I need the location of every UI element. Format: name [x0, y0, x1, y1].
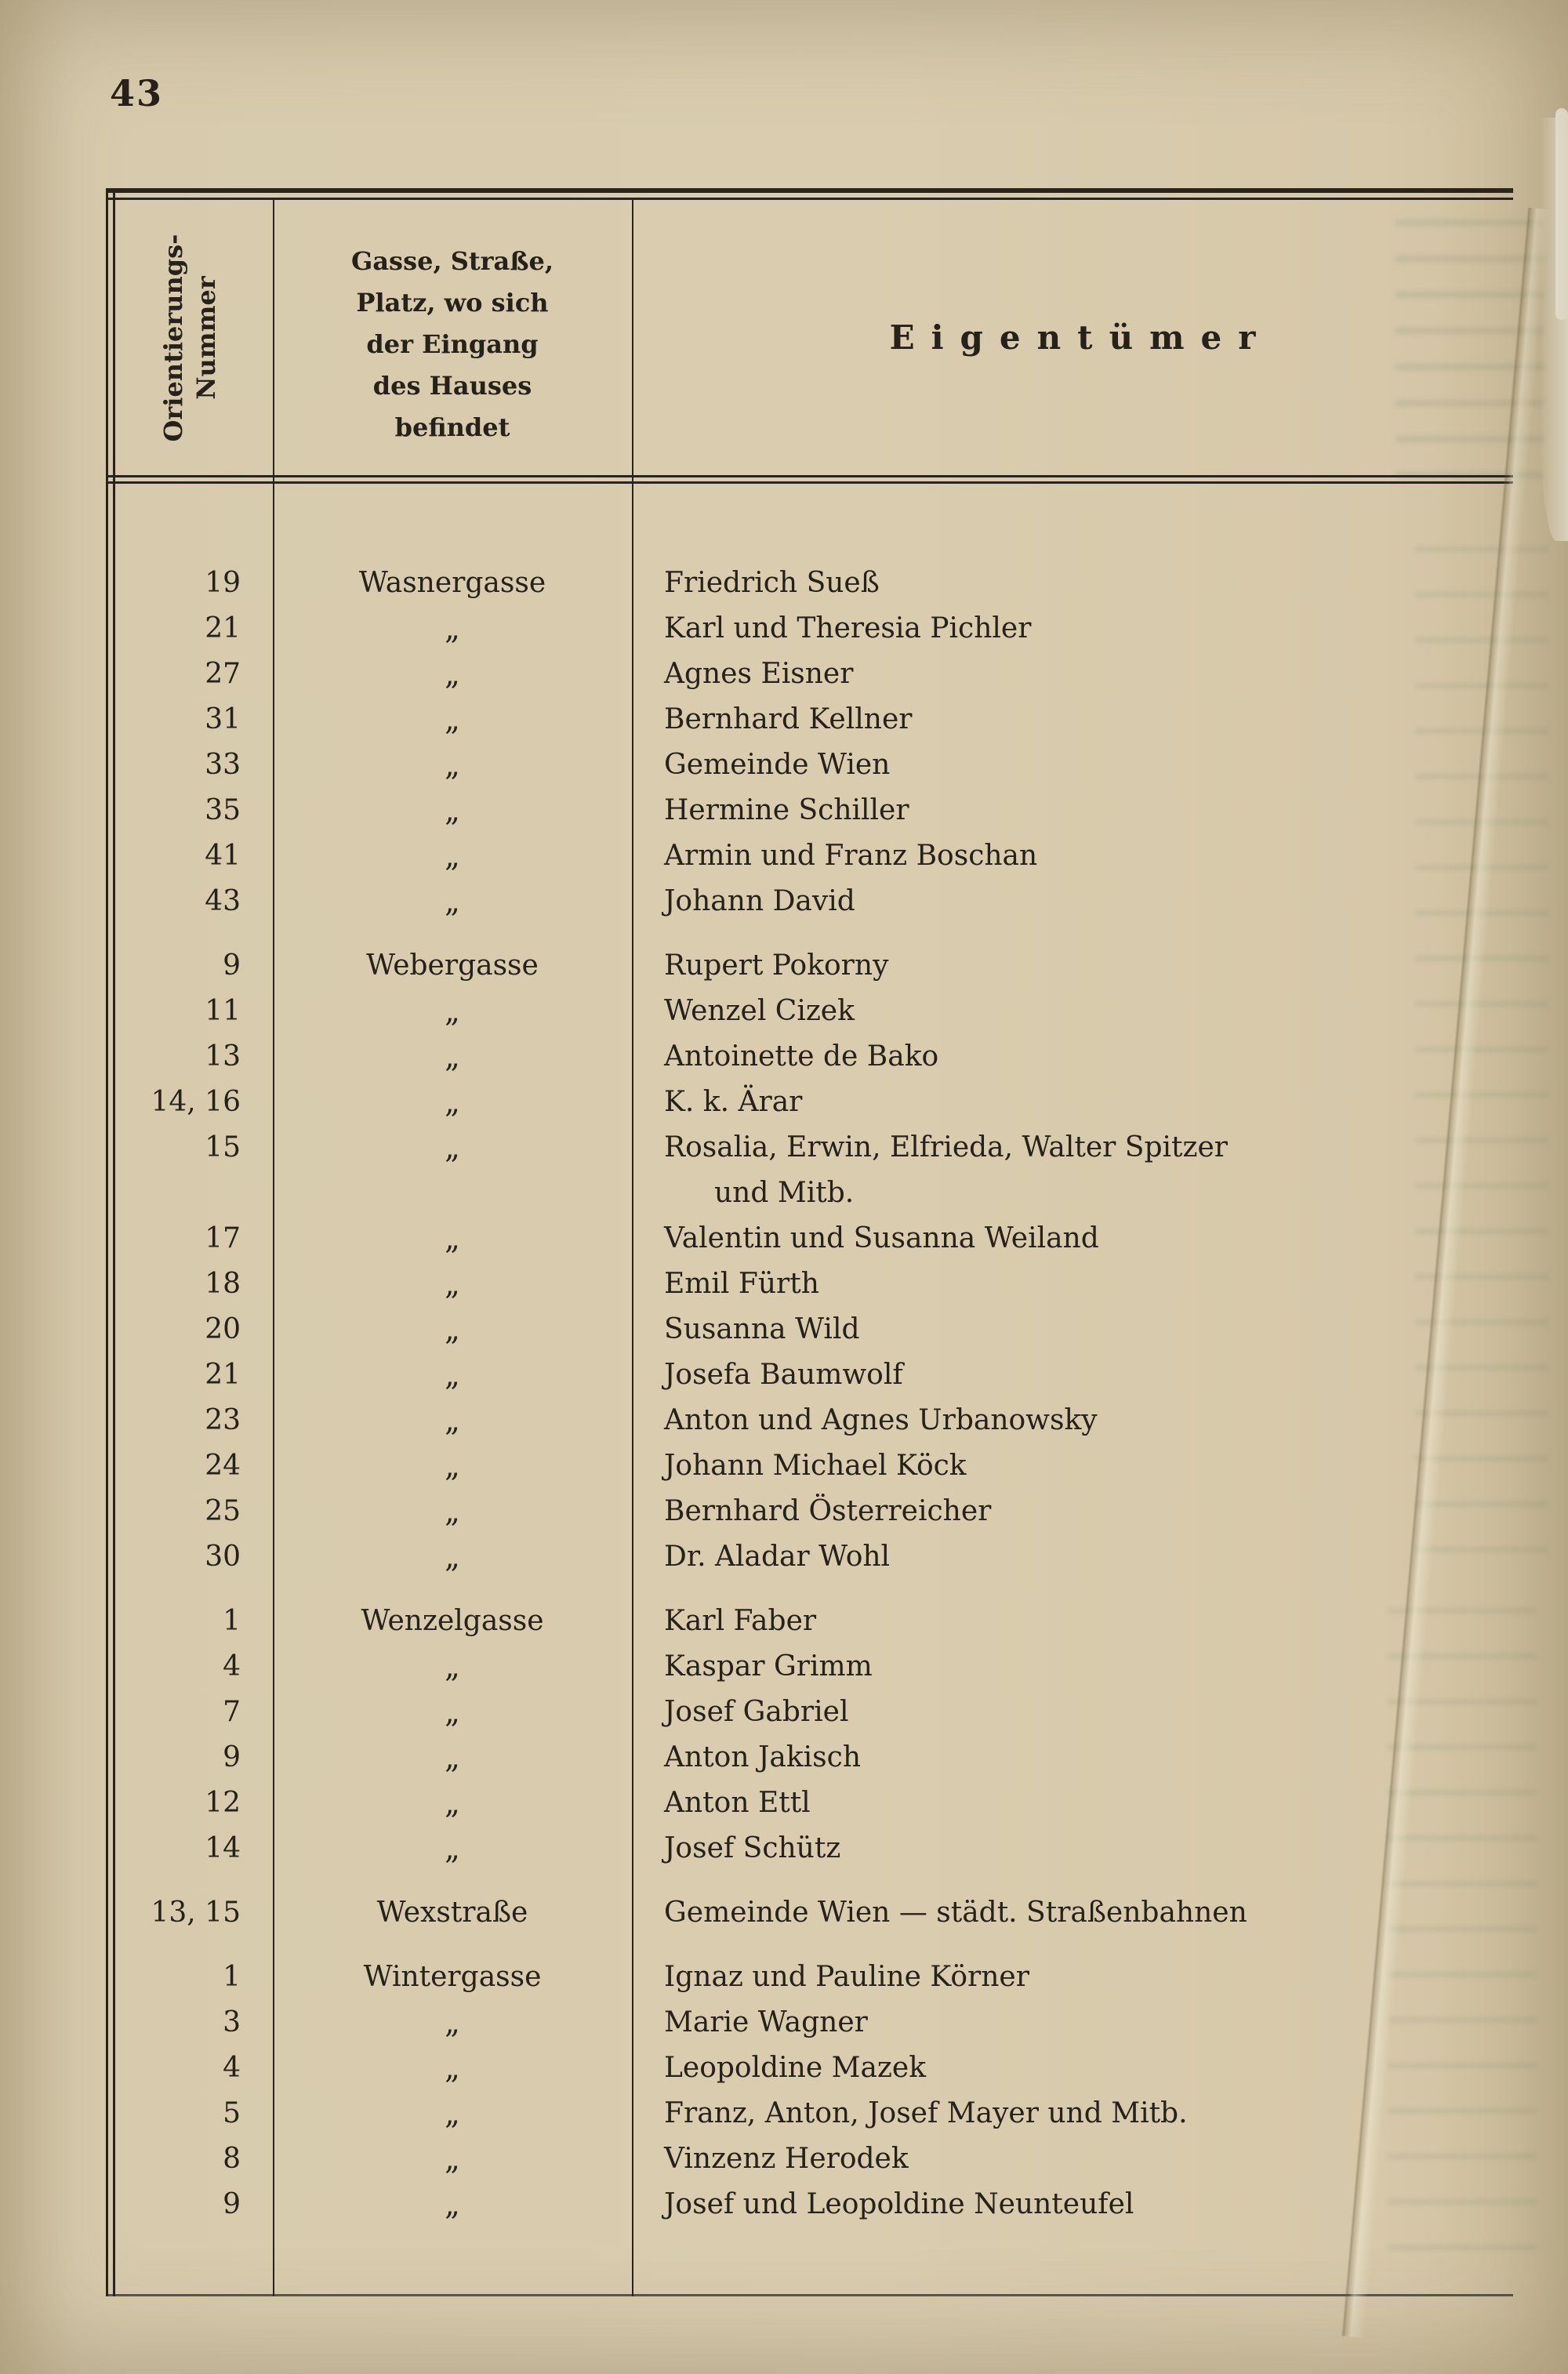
orientation-number: 17	[205, 1222, 241, 1254]
owner-name: Josef Schütz	[664, 1832, 841, 1864]
orientation-number: 19	[205, 567, 241, 599]
owner-name: Wenzel Cizek	[664, 995, 855, 1027]
owner-name: Antoinette de Bako	[664, 1040, 939, 1073]
table-body	[106, 484, 1513, 2227]
orientation-number: 27	[205, 658, 241, 690]
table-row	[106, 1080, 1513, 1125]
orientation-number: 24	[205, 1450, 241, 1482]
orientation-number: 21	[205, 1359, 241, 1391]
orientation-number: 1	[223, 1605, 241, 1637]
owner-name: K. k. Ärar	[664, 1086, 803, 1118]
owner-cell	[664, 1826, 1513, 1871]
orientation-number: 9	[223, 1741, 241, 1773]
header-owner-cell	[632, 200, 1513, 475]
table-row	[106, 1125, 1513, 1216]
owner-name: Friedrich Sueß	[664, 567, 880, 599]
ditto-mark: „	[445, 1403, 460, 1438]
owner-cell	[664, 879, 1513, 924]
owner-cell	[664, 1781, 1513, 1826]
orientation-number: 14	[205, 1832, 241, 1864]
owner-cell	[664, 1261, 1513, 1307]
owner-name: Gemeinde Wien	[664, 749, 891, 781]
header-line: Platz, wo sich	[356, 288, 549, 318]
table-top-border-line	[106, 188, 1513, 193]
owner-name: Anton Jakisch	[664, 1741, 861, 1773]
orientation-number: 23	[205, 1404, 241, 1436]
table-row	[106, 1826, 1513, 1871]
street-name: Webergasse	[366, 949, 539, 982]
owner-name: Anton Ettl	[664, 1787, 811, 1819]
orientation-number: 3	[223, 2006, 241, 2038]
owner-name: Armin und Franz Boschan	[664, 840, 1038, 872]
header-line: Nummer	[191, 275, 221, 400]
orientation-number: 4	[223, 2052, 241, 2084]
table-row	[106, 1398, 1513, 1443]
table-row	[106, 1307, 1513, 1352]
ditto-mark: „	[445, 793, 460, 828]
table-row	[106, 879, 1513, 924]
owner-cell	[664, 788, 1513, 833]
header-line: Gasse, Straße,	[350, 246, 554, 276]
owner-cell	[664, 2045, 1513, 2091]
header-line: Orientierungs-	[158, 234, 188, 441]
ditto-mark: „	[445, 748, 460, 782]
ditto-mark: „	[445, 1831, 460, 1866]
owner-cell	[664, 833, 1513, 879]
owner-cell	[664, 1735, 1513, 1781]
orientation-number: 9	[223, 2188, 241, 2220]
header-line: der Eingang	[366, 329, 539, 359]
owner-cell	[664, 1125, 1513, 1216]
ditto-mark: „	[445, 2187, 460, 2222]
table-row	[106, 697, 1513, 742]
orientation-number: 7	[223, 1696, 241, 1728]
table-row	[106, 1261, 1513, 1307]
ditto-mark: „	[445, 2051, 460, 2085]
owner-cell	[664, 1890, 1513, 1936]
orientation-number: 9	[223, 949, 241, 982]
owner-name: Leopoldine Mazek	[664, 2052, 927, 2084]
owner-cell	[664, 1599, 1513, 1644]
ditto-mark: „	[445, 1131, 460, 1165]
ditto-mark: „	[445, 1312, 460, 1347]
page-edge-highlight-artifact	[1555, 108, 1568, 320]
owner-name: Rosalia, Erwin, Elfrieda, Walter Spitzer	[664, 1131, 1228, 1163]
orientation-number: 1	[223, 1961, 241, 1993]
table-row	[106, 742, 1513, 788]
table-row	[106, 561, 1513, 606]
owner-cell	[664, 1398, 1513, 1443]
ditto-mark: „	[445, 1267, 460, 1301]
owner-name: Josefa Baumwolf	[664, 1359, 903, 1391]
table-row	[106, 1216, 1513, 1261]
ditto-mark: „	[445, 702, 460, 737]
orientation-number: 30	[205, 1541, 241, 1573]
owner-name: Agnes Eisner	[664, 658, 854, 690]
orientation-number: 35	[205, 794, 241, 826]
owner-cell	[664, 652, 1513, 697]
ditto-mark: „	[445, 1221, 460, 1256]
street-name: Wasnergasse	[358, 567, 546, 599]
owner-name: Josef Gabriel	[664, 1696, 849, 1728]
orientation-number: 4	[223, 1650, 241, 1682]
street-name: Wenzelgasse	[361, 1605, 544, 1637]
header-street-cell	[273, 200, 632, 475]
table-row	[106, 1955, 1513, 2000]
owner-name: Anton und Agnes Urbanowsky	[664, 1404, 1098, 1436]
table-row	[106, 1690, 1513, 1735]
table-row	[106, 1781, 1513, 1826]
owner-cell	[664, 2000, 1513, 2045]
owner-cell	[664, 697, 1513, 742]
owner-cell	[664, 1489, 1513, 1534]
ditto-mark: „	[445, 1085, 460, 1120]
orientation-number: 13	[205, 1040, 241, 1073]
street-name: Wintergasse	[363, 1961, 542, 1993]
owner-cell	[664, 1443, 1513, 1489]
owner-name: Josef und Leopoldine Neunteufel	[664, 2188, 1134, 2220]
table-row	[106, 2182, 1513, 2227]
table-row	[106, 1489, 1513, 1534]
owner-cell	[664, 1690, 1513, 1735]
table-row	[106, 788, 1513, 833]
table-row	[106, 1890, 1513, 1936]
table-row	[106, 606, 1513, 652]
orientation-number: 11	[205, 995, 241, 1027]
orientation-number: 14, 16	[151, 1086, 241, 1118]
header-owner-label: Eigentümer	[889, 318, 1272, 357]
owner-name: Hermine Schiller	[664, 794, 909, 826]
table-row	[106, 833, 1513, 879]
owner-name: Dr. Aladar Wohl	[664, 1541, 891, 1573]
header-line: befindet	[394, 412, 510, 442]
owner-name: Karl Faber	[664, 1605, 817, 1637]
owner-cell	[664, 1034, 1513, 1080]
orientation-number: 41	[205, 840, 241, 872]
orientation-number: 25	[205, 1495, 241, 1527]
orientation-number: 12	[205, 1787, 241, 1819]
table-row	[106, 1443, 1513, 1489]
table-row	[106, 943, 1513, 989]
owner-cell	[664, 742, 1513, 788]
orientation-number: 15	[205, 1131, 241, 1163]
page-number: 43	[110, 72, 164, 114]
orientation-number: 43	[205, 885, 241, 917]
orientation-number: 8	[223, 2143, 241, 2175]
orientation-number: 13, 15	[151, 1897, 241, 1929]
table-row	[106, 2136, 1513, 2182]
table-header	[106, 200, 1513, 475]
owner-name: Karl und Theresia Pichler	[664, 612, 1032, 644]
ditto-mark: „	[445, 612, 460, 646]
owner-name: Emil Fürth	[664, 1268, 819, 1300]
ditto-mark: „	[445, 1540, 460, 1574]
table-row	[106, 1644, 1513, 1690]
table-row	[106, 1534, 1513, 1580]
ditto-mark: „	[445, 1786, 460, 1820]
header-separator-line	[106, 475, 1513, 477]
orientation-number: 33	[205, 749, 241, 781]
table-row	[106, 1735, 1513, 1781]
owner-cell	[664, 1534, 1513, 1580]
orientation-number: 31	[205, 703, 241, 735]
ditto-mark: „	[445, 1494, 460, 1529]
owner-cell	[664, 561, 1513, 606]
owner-cell	[664, 989, 1513, 1034]
property-directory-table	[106, 188, 1513, 2305]
owner-name: Bernhard Österreicher	[664, 1495, 992, 1527]
header-orientation-number-cell	[106, 200, 273, 475]
page-curl-artifact	[1540, 118, 1568, 541]
ditto-mark: „	[445, 1449, 460, 1483]
orientation-number: 5	[223, 2097, 241, 2129]
ditto-mark: „	[445, 2142, 460, 2176]
table-bottom-border-line	[106, 2294, 1513, 2296]
owner-cell	[664, 2091, 1513, 2136]
owner-name: Johann Michael Köck	[664, 1450, 967, 1482]
ditto-mark: „	[445, 2006, 460, 2040]
street-name: Wexstraße	[376, 1897, 528, 1929]
owner-name: Rupert Pokorny	[664, 949, 889, 982]
orientation-number: 20	[205, 1313, 241, 1345]
orientation-number: 21	[205, 612, 241, 644]
owner-name: Marie Wagner	[664, 2006, 868, 2038]
owner-cell	[664, 1955, 1513, 2000]
owner-cell	[664, 1080, 1513, 1125]
owner-name: Gemeinde Wien — städt. Straßenbahnen	[664, 1897, 1247, 1929]
owner-name: Kaspar Grimm	[664, 1650, 873, 1682]
header-orientation-number-label	[157, 234, 223, 441]
ditto-mark: „	[445, 1741, 460, 1775]
owner-cell	[664, 943, 1513, 989]
table-row	[106, 652, 1513, 697]
owner-cell	[664, 2136, 1513, 2182]
table-row	[106, 1034, 1513, 1080]
ditto-mark: „	[445, 1695, 460, 1730]
owner-name: Bernhard Kellner	[664, 703, 913, 735]
owner-cell	[664, 2182, 1513, 2227]
table-row	[106, 1352, 1513, 1398]
owner-name: Valentin und Susanna Weiland	[664, 1222, 1099, 1254]
orientation-number: 18	[205, 1268, 241, 1300]
owner-name-continuation: und Mitb.	[714, 1177, 855, 1209]
ditto-mark: „	[445, 884, 460, 919]
owner-name: Franz, Anton, Josef Mayer und Mitb.	[664, 2097, 1188, 2129]
table-row	[106, 2045, 1513, 2091]
owner-cell	[664, 606, 1513, 652]
owner-name: Susanna Wild	[664, 1313, 860, 1345]
ditto-mark: „	[445, 994, 460, 1029]
header-line: des Hauses	[372, 371, 532, 401]
ditto-mark: „	[445, 1650, 460, 1684]
ditto-mark: „	[445, 2096, 460, 2131]
owner-cell	[664, 1352, 1513, 1398]
owner-name: Ignaz und Pauline Körner	[664, 1961, 1029, 1993]
owner-cell	[664, 1216, 1513, 1261]
table-row	[106, 2091, 1513, 2136]
owner-cell	[664, 1644, 1513, 1690]
owner-cell	[664, 1307, 1513, 1352]
table-row	[106, 2000, 1513, 2045]
ditto-mark: „	[445, 657, 460, 692]
owner-name: Vinzenz Herodek	[664, 2143, 909, 2175]
ditto-mark: „	[445, 1358, 460, 1392]
table-row	[106, 1599, 1513, 1644]
ditto-mark: „	[445, 1040, 460, 1074]
table-row	[106, 989, 1513, 1034]
ditto-mark: „	[445, 839, 460, 873]
owner-name: Johann David	[664, 885, 855, 917]
